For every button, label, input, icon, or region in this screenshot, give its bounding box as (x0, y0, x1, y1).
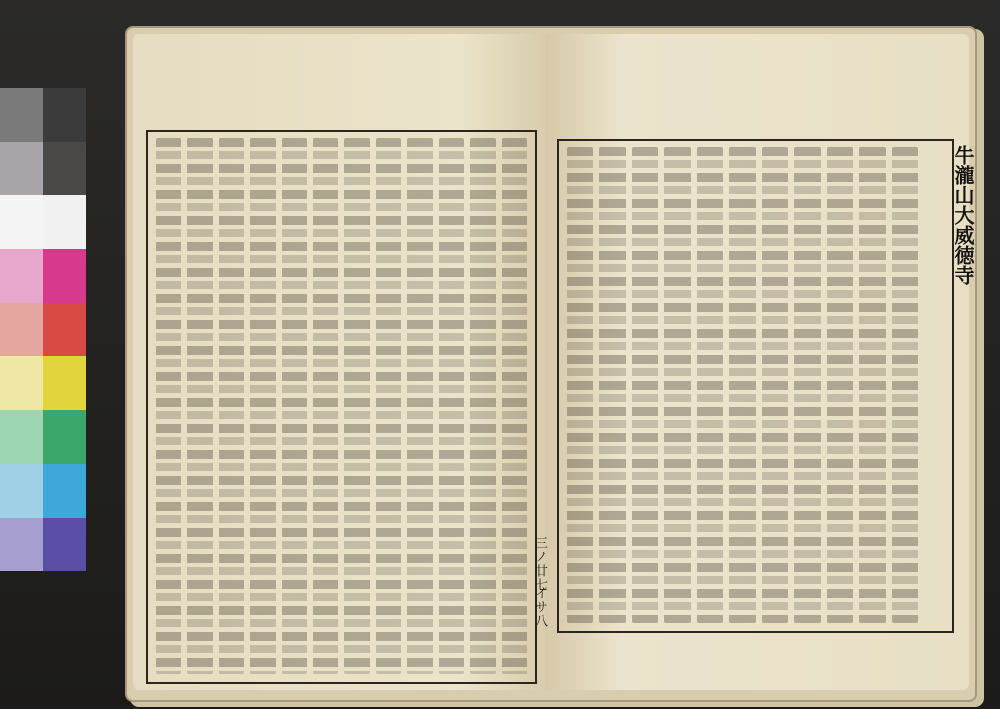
calibration-swatch (43, 88, 86, 142)
left-page-text-columns (156, 138, 527, 674)
calibration-swatch (0, 303, 43, 357)
calibration-swatch (43, 249, 86, 303)
calibration-swatch (43, 303, 86, 357)
calibration-swatch (43, 518, 86, 572)
calibration-swatch (0, 142, 43, 196)
right-page-text-columns (567, 147, 918, 623)
calibration-swatch (43, 410, 86, 464)
calibration-swatch (0, 356, 43, 410)
folio-mark-volume: 三ノ廿七 (532, 536, 547, 592)
calibration-swatch (43, 356, 86, 410)
open-book (127, 28, 975, 700)
right-page-text-frame (557, 139, 954, 633)
calibration-swatch (0, 518, 43, 572)
calibration-swatch (0, 410, 43, 464)
calibration-swatch (43, 195, 86, 249)
folio-mark-page: イサ八 (532, 586, 547, 628)
right-page (545, 34, 969, 690)
calibration-swatch (0, 464, 43, 518)
calibration-swatch (0, 88, 43, 142)
calibration-swatch (0, 195, 43, 249)
calibration-swatch (43, 464, 86, 518)
left-page-text-frame (146, 130, 537, 684)
left-page (133, 34, 543, 690)
right-page-heading: 牛瀧山大威徳寺 (951, 145, 975, 285)
calibration-swatch (0, 249, 43, 303)
color-calibration-card (0, 88, 86, 572)
calibration-swatch (43, 142, 86, 196)
